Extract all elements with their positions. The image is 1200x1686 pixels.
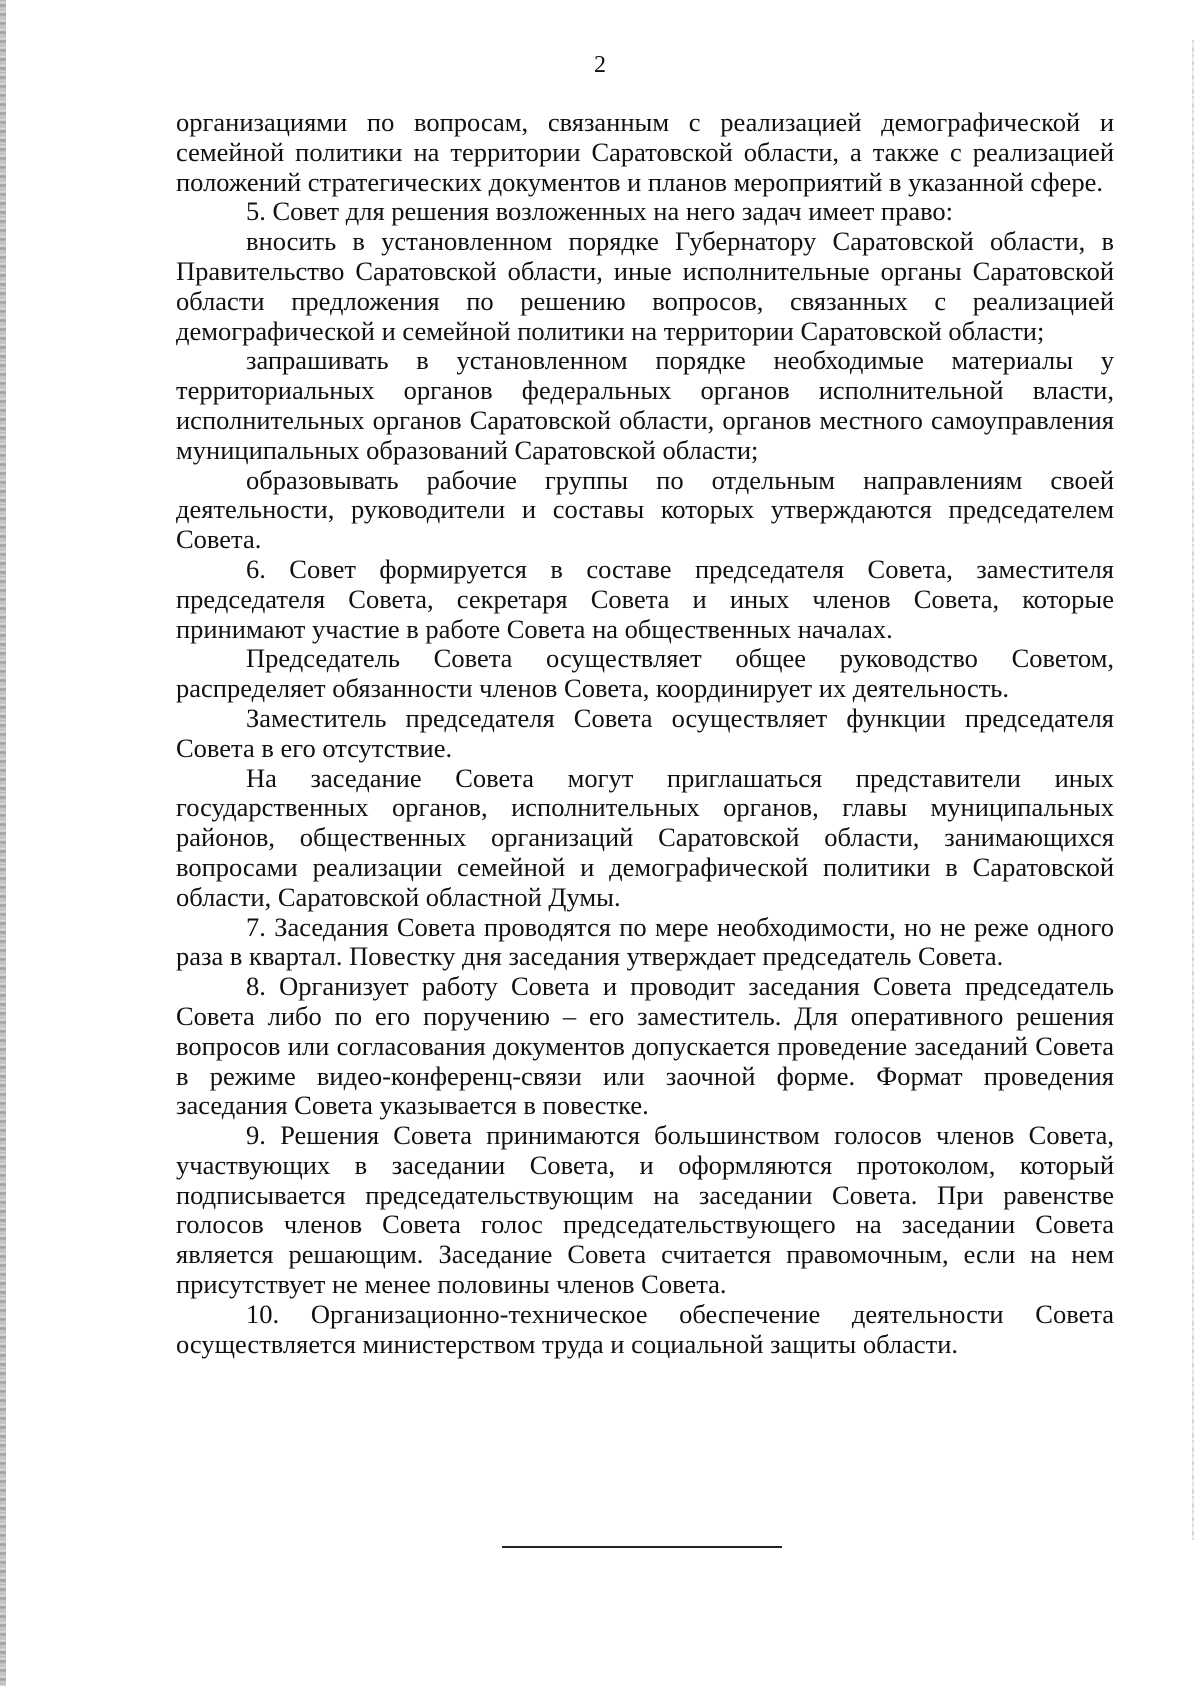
paragraph-item-5-right-request: запрашивать в установленном порядке необходимые материалы у территориальных органов федеральных органов исполнительной власти, исполнительных органов Саратовской области, органов местного самоуправления муниципальных образований Саратовской области; (176, 345, 1114, 465)
scan-edge-right (1192, 40, 1194, 1540)
paragraph-item-8: 8. Организует работу Совета и проводит заседания Совета председатель Совета либо по его поручению – его заместитель. Для оперативного решения вопросов или согласования документов допускается проведение заседаний Совета в режиме видео-конференц-связи или заочной форме. Формат проведения заседания Совета указывается в повестке. (176, 971, 1114, 1121)
paragraph-item-5-right-groups: образовывать рабочие группы по отдельным направлениям своей деятельности, руководители и составы которых утверждаются председателем Совета. (176, 464, 1114, 555)
paragraph-item-6: 6. Совет формируется в составе председателя Совета, заместителя председателя Совета, секретаря Совета и иных членов Совета, которые принимают участие в работе Совета на общественных началах. (176, 553, 1114, 644)
paragraph-item-10: 10. Организационно-техническое обеспечение деятельности Совета осуществляется министерством труда и социальной защиты области. (176, 1298, 1114, 1359)
page-number: 2 (594, 52, 606, 78)
paragraph-deputy-chairman: Заместитель председателя Совета осуществляет функции председателя Совета в его отсутствие. (176, 702, 1114, 763)
paragraph-continuation: организациями по вопросам, связанным с реализацией демографической и семейной политики на территории Саратовской области, а также с реализацией положений стратегических документов и планов мероприятий в указанной сфере. (176, 107, 1114, 197)
paragraph-item-5-right-proposals: вносить в установленном порядке Губернатору Саратовской области, в Правительство Саратовской области, иные исполнительные органы Саратовской области предложения по решению вопросов, связанных с реализацией демографической и семейной политики на территории Саратовской области; (176, 226, 1114, 346)
document-body (176, 108, 1114, 1359)
paragraph-item-7: 7. Заседания Совета проводятся по мере необходимости, но не реже одного раза в квартал. Повестку дня заседания утверждает председатель Совета. (176, 911, 1114, 972)
scan-edge-left (0, 0, 6, 1686)
closing-separator-line (502, 1546, 782, 1548)
paragraph-chairman: Председатель Совета осуществляет общее руководство Советом, распределяет обязанности членов Совета, координирует их деятельность. (176, 643, 1114, 704)
paragraph-item-5: 5. Совет для решения возложенных на него задач имеет право: (246, 196, 954, 227)
paragraph-invited: На заседание Совета могут приглашаться представители иных государственных органов, исполнительных органов, главы муниципальных районов, общественных организаций Саратовской области, занимающихся вопросами реализации семейной и демографической политики в Саратовской области, Саратовской областной Думы. (176, 762, 1114, 912)
paragraph-item-9: 9. Решения Совета принимаются большинством голосов членов Совета, участвующих в заседании Совета, и оформляются протоколом, который подписывается председательствующим на заседании Совета. При равенстве голосов членов Совета голос председательствующего на заседании Совета является решающим. Заседание Совета считается правомочным, если на нем присутствует не менее половины членов Совета. (176, 1120, 1114, 1300)
